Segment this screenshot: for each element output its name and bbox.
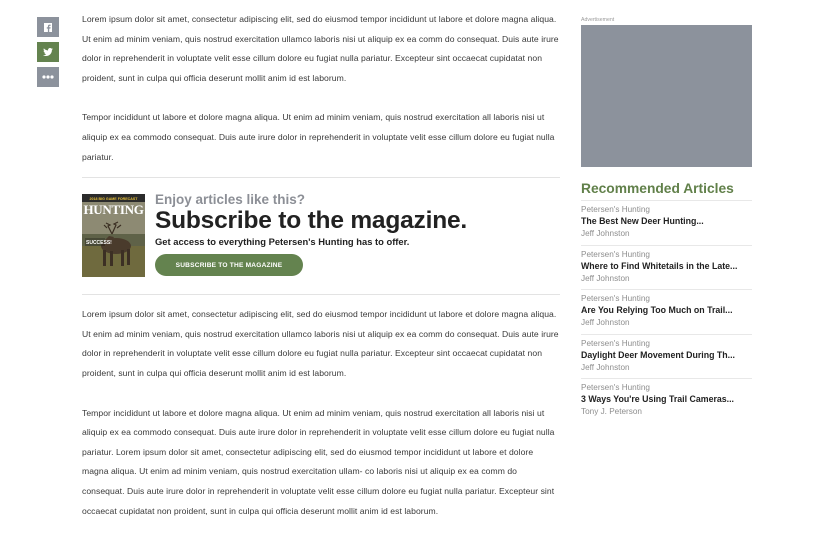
subscribe-button[interactable]: SUBSCRIBE TO THE MAGAZINE — [155, 254, 303, 276]
cover-banner: 2018 BIG GAME FORECAST — [89, 197, 138, 202]
more-share-button[interactable] — [37, 67, 59, 87]
article-body — [82, 10, 560, 521]
facebook-icon — [44, 23, 52, 32]
share-bar — [37, 17, 59, 92]
article-paragraph: Tempor incididunt ut labore et dolore magna aliqua. Ut enim ad minim veniam, quis nostrud exercitation all laboris nisi ut aliquip ex ea commodo consequat. Duis aute irure dolor in reprehenderit in voluptate velit esse cillum dolore eu fugiat nulla pariatur. Lorem ipsum dolor sit amet, consectetur adipiscing elit, sed do eiusmod tempor incididunt ut labore et dolore magna aliqua. Ut enim ad minim veniam, quis nostrud exercitation ullam- co laboris nisi ut aliquip ex ea comm do consequat. Duis aute irure dolor in reprehenderit in voluptate velit esse cillum dolore eu fugiat nulla pariatur. Excepteur sint occaecat cupidatat non proident, sunt in culpa qui officia deserunt mollit anim id est laborum. — [82, 407, 555, 516]
recommended-list — [581, 200, 752, 424]
recommended-item[interactable] — [581, 201, 752, 246]
recommended-source: Petersen's Hunting — [581, 249, 650, 259]
recommended-source: Petersen's Hunting — [581, 294, 650, 303]
promo-description: Get access to everything Petersen's Hunting has to offer. — [155, 236, 410, 248]
recommended-title: Recommended Articles — [581, 181, 734, 196]
cover-title: HUNTING — [83, 202, 144, 218]
promo-text — [155, 192, 467, 248]
recommended-author: Jeff Johnston — [581, 362, 630, 372]
recommended-headline[interactable]: 3 Ways You're Using Trail Cameras... — [581, 394, 735, 404]
recommended-source: Petersen's Hunting — [581, 383, 650, 392]
recommended-item[interactable] — [581, 335, 752, 380]
promo-headline: Subscribe to the magazine. — [155, 207, 468, 235]
recommended-item[interactable] — [581, 290, 752, 335]
article-paragraph: Lorem ipsum dolor sit amet, consectetur adipiscing elit, sed do eiusmod tempor incididunt ut labore et dolore magna aliqua. Ut enim ad minim veniam, quis nostrud exercitation ullamco laboris nisi ut aliquip ex ea comm do consequat. Duis aute irure dolor in reprehenderit in voluptate velit esse cillum dolore eu fugiat nulla pariatur. Excepteur sint occaecat cupidatat non proident, sunt in culpa qui officia deserunt mollit anim id est laborum. — [82, 14, 559, 83]
recommended-headline[interactable]: The Best New Deer Hunting... — [581, 216, 704, 226]
twitter-share-button[interactable] — [37, 42, 59, 62]
recommended-headline[interactable]: Where to Find Whitetails in the Late... — [581, 260, 738, 271]
recommended-headline[interactable]: Are You Relying Too Much on Trail... — [581, 305, 733, 315]
advertisement-box[interactable] — [581, 25, 752, 167]
twitter-icon — [43, 48, 53, 56]
recommended-source: Petersen's Hunting — [581, 205, 650, 214]
sidebar — [581, 16, 752, 424]
article-paragraph: Tempor incididunt ut labore et dolore magna aliqua. Ut enim ad minim veniam, quis nostrud exercitation all laboris nisi ut aliquip ex ea commodo consequat. Duis aute irure dolor in reprehenderit in voluptate velit esse cillum dolore eu fugiat nulla pariatur. — [82, 112, 555, 162]
magazine-cover-image — [82, 194, 145, 277]
article-paragraph: Lorem ipsum dolor sit amet, consectetur adipiscing elit, sed do eiusmod tempor incididunt ut labore et dolore magna aliqua. Ut enim ad minim veniam, quis nostrud exercitation ullamco laboris nisi ut aliquip ex ea comm do consequat. Duis aute irure dolor in reprehenderit in voluptate velit esse cillum dolore eu fugiat nulla pariatur. Excepteur sint occaecat cupidatat non proident, sunt in culpa qui officia deserunt mollit anim id est laborum. — [82, 309, 559, 378]
recommended-author: Jeff Johnston — [581, 318, 630, 327]
facebook-share-button[interactable] — [37, 17, 59, 37]
recommended-author: Jeff Johnston — [581, 273, 630, 283]
recommended-source: Petersen's Hunting — [581, 338, 650, 348]
cover-headline: SUCCESS! — [86, 240, 112, 247]
magazine-cover[interactable] — [82, 194, 145, 277]
recommended-author: Jeff Johnston — [581, 229, 630, 238]
recommended-item[interactable] — [581, 379, 752, 424]
promo-enjoy: Enjoy articles like this? — [155, 192, 306, 208]
recommended-author: Tony J. Peterson — [581, 407, 642, 416]
recommended-item[interactable] — [581, 246, 752, 291]
more-icon — [42, 75, 54, 79]
recommended-headline[interactable]: Daylight Deer Movement During Th... — [581, 349, 735, 360]
subscribe-promo — [82, 178, 560, 294]
ad-label: Advertisement — [581, 17, 615, 23]
